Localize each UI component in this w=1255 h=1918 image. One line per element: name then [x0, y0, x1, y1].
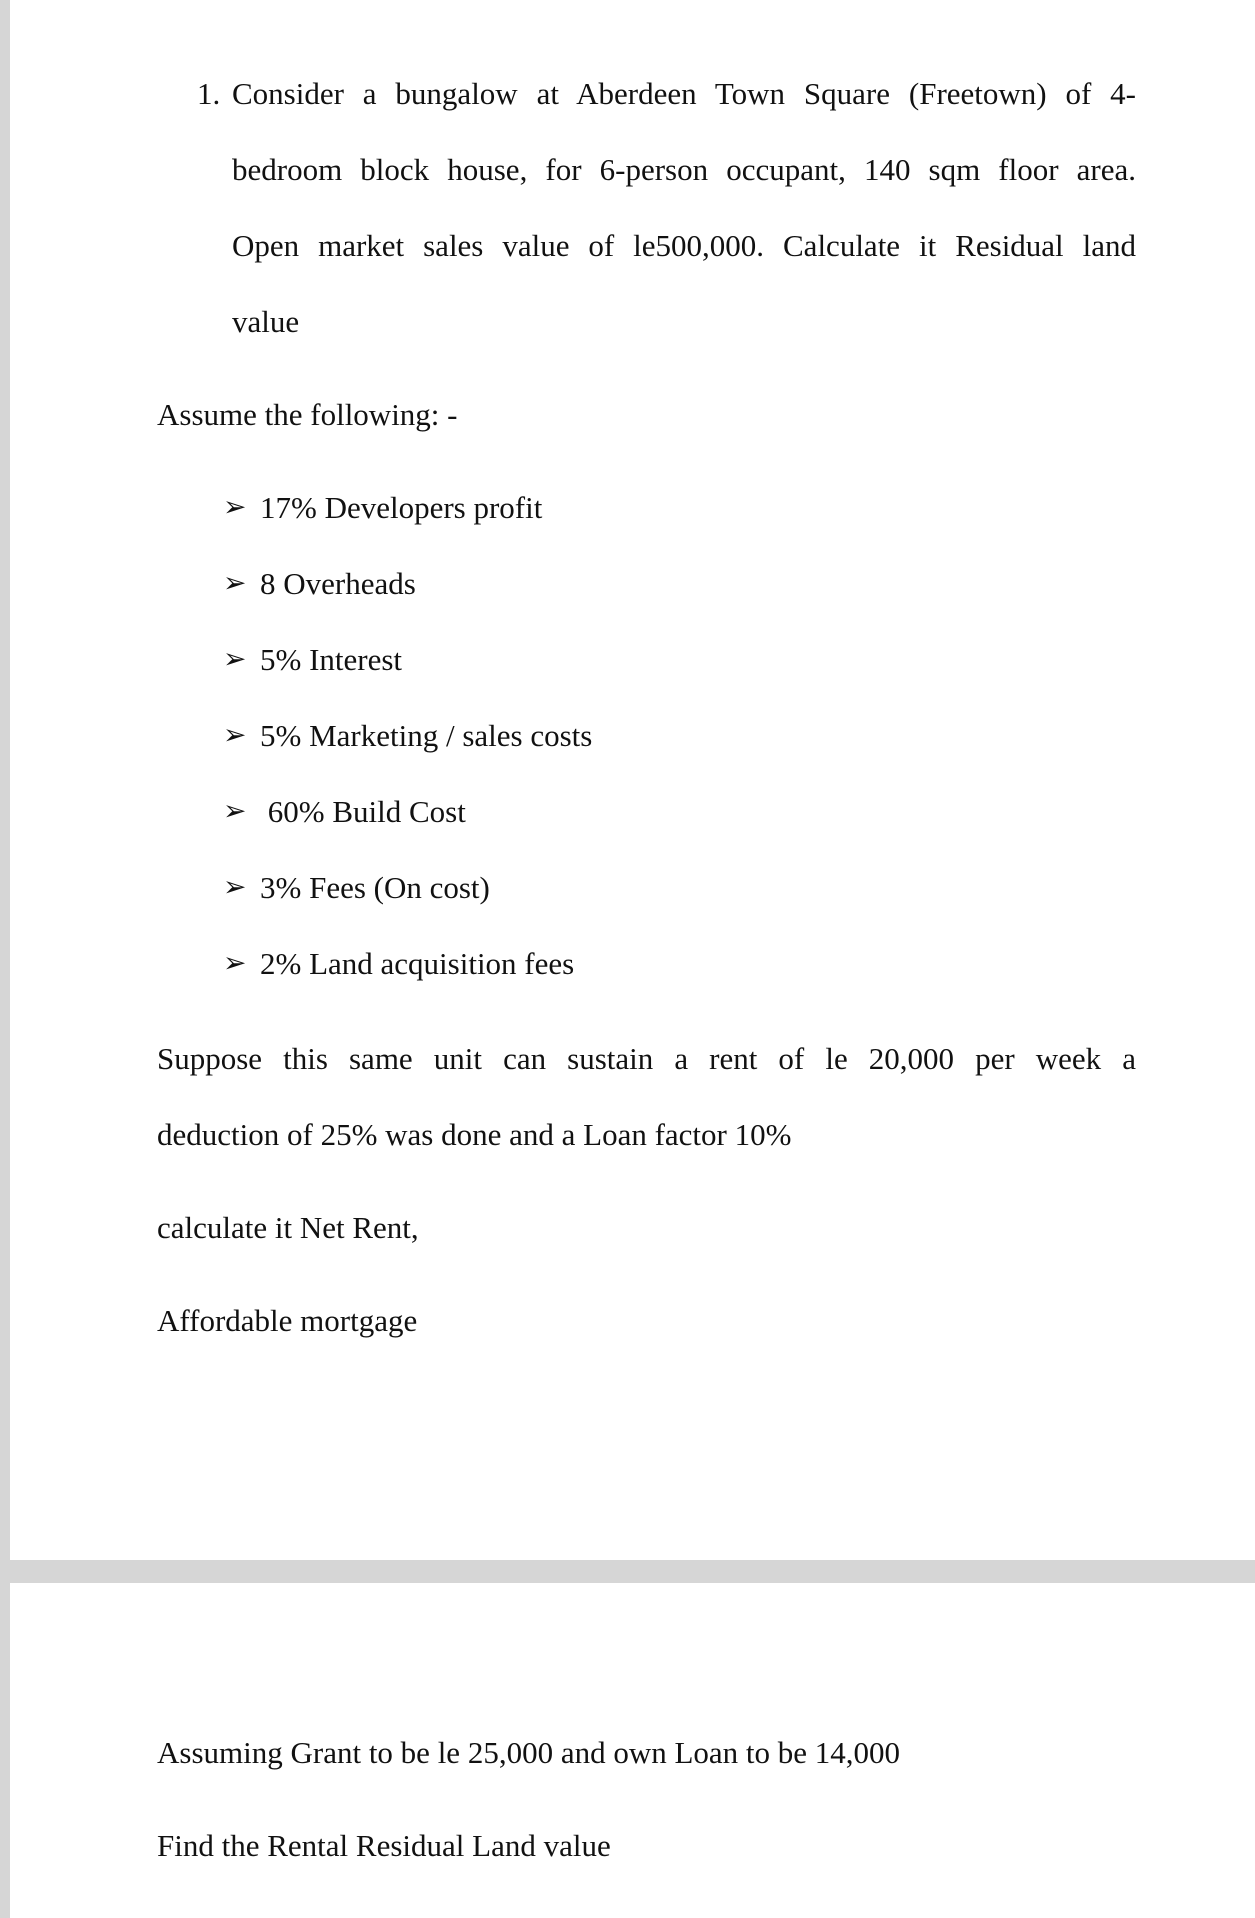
assumption-item: 17% Developers profit	[260, 490, 543, 525]
assumption-item: 60% Build Cost	[260, 794, 466, 829]
assumption-item: 5% Interest	[260, 642, 403, 677]
arrow-bullet-icon: ➢	[223, 720, 247, 751]
assumption-item: 2% Land acquisition fees	[260, 946, 575, 981]
arrow-bullet-icon: ➢	[223, 492, 247, 523]
question-line-3: Open market sales value of le500,000. Calculate it Residual land	[232, 228, 1136, 263]
arrow-bullet-icon: ➢	[223, 948, 247, 979]
arrow-bullet-icon: ➢	[223, 872, 247, 903]
rent-paragraph-line-1: Suppose this same unit can sustain a rent of le 20,000 per week a	[157, 1041, 1136, 1076]
affordable-mortgage-line: Affordable mortgage	[157, 1303, 418, 1338]
arrow-bullet-icon: ➢	[223, 568, 247, 599]
calc-net-rent-line: calculate it Net Rent,	[157, 1210, 419, 1245]
question-line-4: value	[232, 304, 300, 339]
assume-heading: Assume the following: -	[157, 397, 458, 432]
question-number: 1.	[197, 76, 221, 111]
assumption-item: 5% Marketing / sales costs	[260, 718, 593, 753]
find-residual-line: Find the Rental Residual Land value	[157, 1828, 611, 1863]
question-line-1: Consider a bungalow at Aberdeen Town Square (Freetown) of 4-	[232, 76, 1136, 111]
question-line-2: bedroom block house, for 6-person occupant, 140 sqm floor area.	[232, 152, 1136, 187]
assumption-item: 3% Fees (On cost)	[260, 870, 490, 905]
document-page-2	[10, 1583, 1255, 1918]
assumption-item: 8 Overheads	[260, 566, 416, 601]
arrow-bullet-icon: ➢	[223, 644, 247, 675]
document-page-1	[10, 0, 1255, 1560]
arrow-bullet-icon: ➢	[223, 796, 247, 827]
grant-loan-line: Assuming Grant to be le 25,000 and own Loan to be 14,000	[157, 1735, 901, 1770]
rent-paragraph-line-2: deduction of 25% was done and a Loan factor 10%	[157, 1117, 792, 1152]
